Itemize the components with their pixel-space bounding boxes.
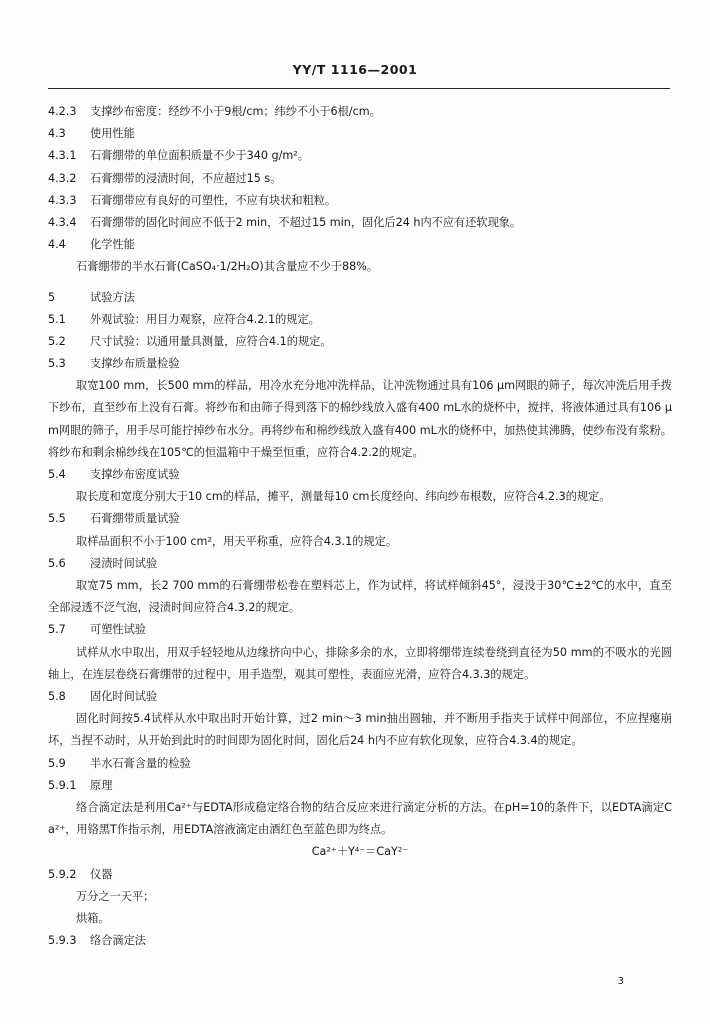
clause-4-3-1 <box>48 145 672 167</box>
clause-4-3-2 <box>48 168 672 190</box>
clause-heading: 原理 <box>90 778 113 792</box>
clause-5-7 <box>48 619 672 641</box>
clause-5-2 <box>48 331 672 353</box>
reaction-formula: Ca²⁺＋Y⁴⁻＝CaY²⁻ <box>311 845 409 859</box>
clause-5-6-paragraph: 取宽75 mm，长2 700 mm的石膏绷带松卷在塑料芯上，作为试样，将试样倾斜45°，浸没于30℃±2℃的水中，直至全部浸透不泛气泡，浸渍时间应符合4.3.2的规定。 <box>48 579 672 615</box>
clause-number: 4.3.4 <box>48 215 77 229</box>
instrument-item: 烘箱。 <box>76 911 110 925</box>
clause-5-9-1-paragraph: 络合滴定法是利用Ca²⁺与EDTA形成稳定络合物的结合反应来进行滴定分析的方法。在pH=10的条件下，以EDTA滴定Ca²⁺，用铬黑T作指示剂，用EDTA溶液滴定由酒红色至蓝色即为终点。 <box>48 801 672 837</box>
page-number: 3 <box>617 976 624 987</box>
clause-5-4-paragraph: 取长度和宽度分别大于10 cm的样品，摊平，测量每10 cm长度经向、纬向纱布根数，应符合4.2.3的规定。 <box>76 490 611 504</box>
clause-heading: 支撑纱布质量检验 <box>90 357 180 371</box>
clause-text: 石膏绷带的固化时间应不低于2 min，不超过15 min，固化后24 h内不应有还软现象。 <box>90 215 522 229</box>
section-heading: 试验方法 <box>90 290 135 304</box>
clause-text: 尺寸试验：以通用量具测量，应符合4.1的规定。 <box>90 334 332 348</box>
clause-number: 5.8 <box>48 690 66 704</box>
clause-4-3-4 <box>48 212 672 234</box>
clause-text: 石膏绷带应有良好的可塑性，不应有块状和粗粒。 <box>90 193 337 207</box>
clause-heading: 可塑性试验 <box>90 623 146 637</box>
clause-5-9 <box>48 753 672 775</box>
clause-5-5-paragraph: 取样品面积不小于100 cm²，用天平称重，应符合4.3.1的规定。 <box>76 534 398 548</box>
clause-5-9-1 <box>48 775 672 797</box>
clause-5-8-paragraph: 固化时间按5.4试样从水中取出时开始计算，过2 min～3 min抽出圆轴，并不断用手指夹于试样中间部位，不应捏瘪崩坏，当捏不动时，从开始到此时的时间即为固化时间，固化后24 h内不应有软化现象，应符合4.3.4的规定。 <box>48 712 672 748</box>
clause-4-3-3 <box>48 190 672 212</box>
clause-4-2-3 <box>48 101 672 123</box>
instrument-item: 万分之一天平； <box>76 889 155 903</box>
clause-heading: 支撑纱布密度试验 <box>90 468 180 482</box>
clause-5-8 <box>48 686 672 708</box>
clause-number: 5.7 <box>48 623 66 637</box>
clause-4-3 <box>48 123 672 145</box>
clause-number: 5.9.1 <box>48 778 77 792</box>
clause-text: 石膏绷带的浸渍时间，不应超过15 s。 <box>90 171 282 185</box>
clause-heading: 固化时间试验 <box>90 690 158 704</box>
clause-number: 4.3.2 <box>48 171 77 185</box>
clause-number: 4.4 <box>48 238 66 252</box>
clause-4-4-text: 石膏绷带的半水石膏(CaSO₄·1/2H₂O)其含量应不少于88%。 <box>76 260 379 274</box>
clause-text: 外观试验：用目力观察，应符合4.2.1的规定。 <box>90 312 320 326</box>
clause-heading: 络合滴定法 <box>90 934 146 948</box>
clause-5-1 <box>48 309 672 331</box>
section-number: 5 <box>48 290 56 304</box>
clause-number: 5.6 <box>48 556 66 570</box>
clause-number: 5.3 <box>48 357 66 371</box>
clause-number: 5.4 <box>48 468 66 482</box>
clause-number: 5.9.3 <box>48 934 77 948</box>
clause-number: 4.3.1 <box>48 149 77 163</box>
clause-5-6 <box>48 553 672 575</box>
clause-number: 5.5 <box>48 512 66 526</box>
clause-number: 4.2.3 <box>48 105 77 118</box>
section-5 <box>48 287 672 309</box>
clause-5-5 <box>48 508 672 530</box>
standard-header: YY/T 1116—2001 <box>292 62 418 77</box>
clause-5-3 <box>48 353 672 375</box>
clause-number: 4.3.3 <box>48 193 77 207</box>
clause-text: 石膏绷带的单位面积质量不少于340 g/m²。 <box>90 149 309 163</box>
clause-number: 4.3 <box>48 127 66 141</box>
clause-heading: 半水石膏含量的检验 <box>90 756 191 770</box>
header-divider <box>48 88 670 89</box>
clause-5-9-2 <box>48 864 672 886</box>
clause-heading: 石膏绷带质量试验 <box>90 512 180 526</box>
clause-heading: 仪器 <box>90 867 113 881</box>
clause-5-4 <box>48 464 672 486</box>
clause-heading: 浸渍时间试验 <box>90 556 158 570</box>
clause-number: 5.9.2 <box>48 867 77 881</box>
document-body <box>48 101 672 952</box>
clause-5-9-3 <box>48 930 672 952</box>
clause-heading: 化学性能 <box>90 238 135 252</box>
clause-text: 支撑纱布密度：经纱不小于9根/cm；纬纱不小于6根/cm。 <box>90 105 381 118</box>
clause-number: 5.9 <box>48 756 66 770</box>
clause-number: 5.2 <box>48 334 66 348</box>
clause-heading: 使用性能 <box>90 127 135 141</box>
clause-number: 5.1 <box>48 312 66 326</box>
clause-5-7-paragraph: 试样从水中取出，用双手轻轻地从边缘挤向中心，排除多余的水，立即将绷带连续卷绕到直径为50 mm的不吸水的光圆轴上，在连层卷绕石膏绷带的过程中，用手造型，观其可塑性，表面应光滑，应符合4.3.3的规定。 <box>48 645 672 681</box>
clause-5-3-paragraph: 取宽100 mm，长500 mm的样品，用冷水充分地冲洗样品，让冲洗物通过具有106 μm网眼的筛子，每次冲洗后用手拨下纱布，直至纱布上没有石膏。将纱布和由筛子得到落下的棉纱线放入盛有400 mL水的烧杯中，搅拌，将液体通过具有106 μm网眼的筛子，用手尽可能拧掉纱布水分。再将纱布和棉纱线放入盛有400 mL水的烧杯中，加热使其沸腾，使纱布没有浆粉。将纱布和剩余棉纱线在105℃的恒温箱中干燥至恒重，应符合4.2.2的规定。 <box>48 379 672 459</box>
clause-4-4 <box>48 234 672 256</box>
